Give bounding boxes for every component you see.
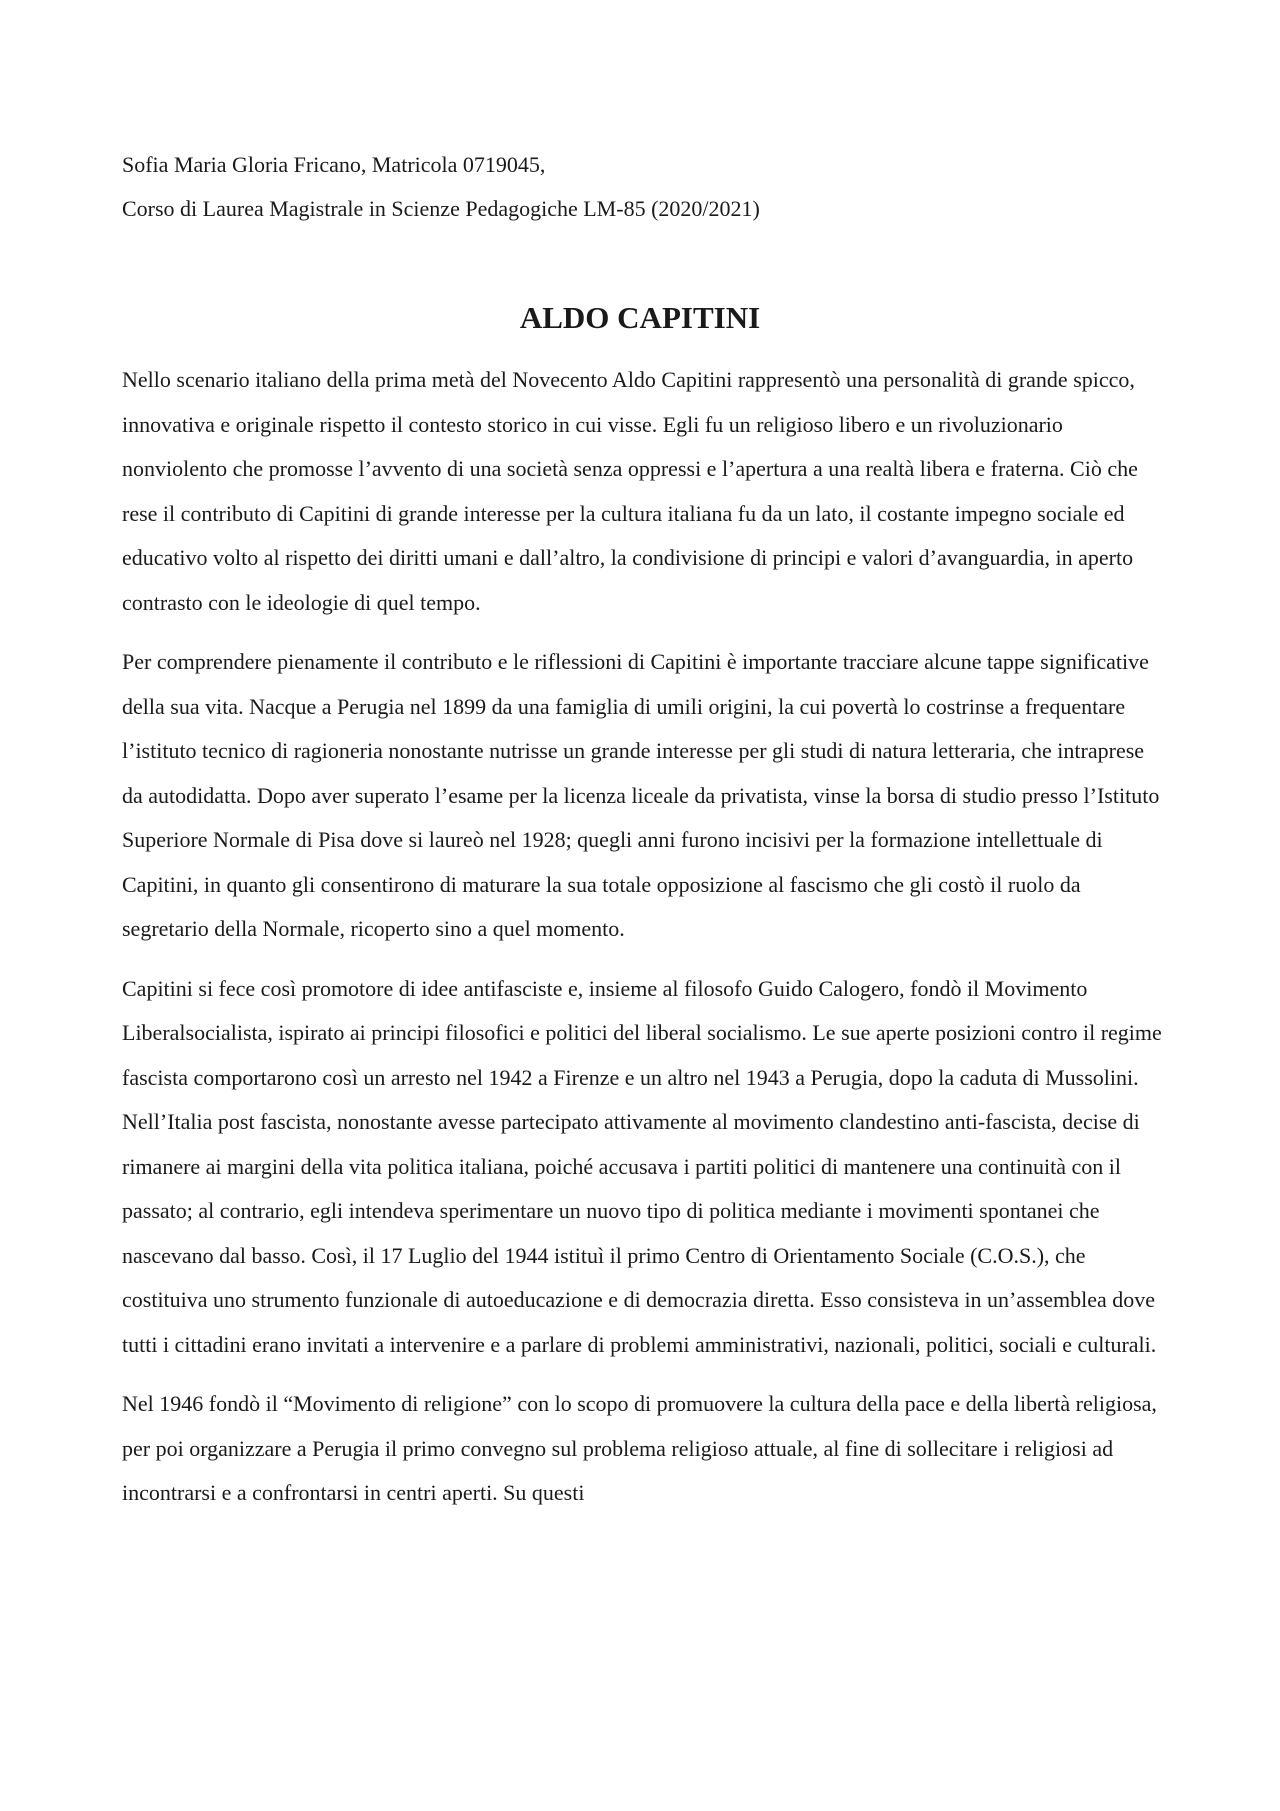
paragraph-4: Nel 1946 fondò il “Movimento di religione” con lo scopo di promuovere la cultura della pace e della libertà religiosa, per poi organizzare a Perugia il primo convegno sul problema religioso attuale, al fine di sollecitare i religiosi ad incontrarsi e a confrontarsi in centri aperti. Su questi [122,1391,1157,1505]
document-title: ALDO CAPITINI [519,300,761,335]
paragraph-3: Capitini si fece così promotore di idee antifasciste e, insieme al filosofo Guido Calogero, fondò il Movimento Liberalsocialista, ispirato ai principi filosofici e politici del liberal socialismo. Le sue aperte posizioni contro il regime fascista comportarono così un arresto nel 1942 a Firenze e un altro nel 1943 a Perugia, dopo la caduta di Mussolini. Nell’Italia post fascista, nonostante avesse partecipato attivamente al movimento clandestino anti-fascista, decise di rimanere ai margini della vita politica italiana, poiché accusava i partiti politici di mantenere una continuità con il passato; al contrario, egli intendeva sperimentare un nuovo tipo di politica mediante i movimenti spontanei che nascevano dal basso. Così, il 17 Luglio del 1944 istituì il primo Centro di Orientamento Sociale (C.O.S.), che costituiva uno strumento funzionale di autoeducazione e di democrazia diretta. Esso consisteva in un’assemblea dove tutti i cittadini erano invitati a intervenire e a parlare di problemi amministrativi, nazionali, politici, sociali e culturali. [122,975,1162,1357]
document-body [122,358,1164,1531]
paragraph-1: Nello scenario italiano della prima metà del Novecento Aldo Capitini rappresentò una personalità di grande spicco, innovativa e originale rispetto il contesto storico in cui visse. Egli fu un religioso libero e un rivoluzionario nonviolento che promosse l’avvento di una società senza oppressi e l’apertura a una realtà libera e fraterna. Ciò che rese il contributo di Capitini di grande interesse per la cultura italiana fu da un lato, il costante impegno sociale ed educativo volto al rispetto dei diritti umani e dall’altro, la condivisione di principi e valori d’avanguardia, in aperto contrasto con le ideologie di quel tempo. [122,367,1138,615]
author-line: Sofia Maria Gloria Fricano, Matricola 0719045, [122,152,546,177]
paragraph-2: Per comprendere pienamente il contributo e le riflessioni di Capitini è importante tracciare alcune tappe significative della sua vita. Nacque a Perugia nel 1899 da una famiglia di umili origini, la cui povertà lo costrinse a frequentare l’istituto tecnico di ragioneria nonostante nutrisse un grande interesse per gli studi di natura letteraria, che intraprese da autodidatta. Dopo aver superato l’esame per la licenza liceale da privatista, vinse la borsa di studio presso l’Istituto Superiore Normale di Pisa dove si laureò nel 1928; quegli anni furono incisivi per la formazione intellettuale di Capitini, in quanto gli consentirono di maturare la sua totale opposizione al fascismo che gli costò il ruolo da segretario della Normale, ricoperto sino a quel momento. [122,649,1160,941]
document-header [122,150,1162,238]
course-line: Corso di Laurea Magistrale in Scienze Pedagogiche LM-85 (2020/2021) [122,196,760,221]
